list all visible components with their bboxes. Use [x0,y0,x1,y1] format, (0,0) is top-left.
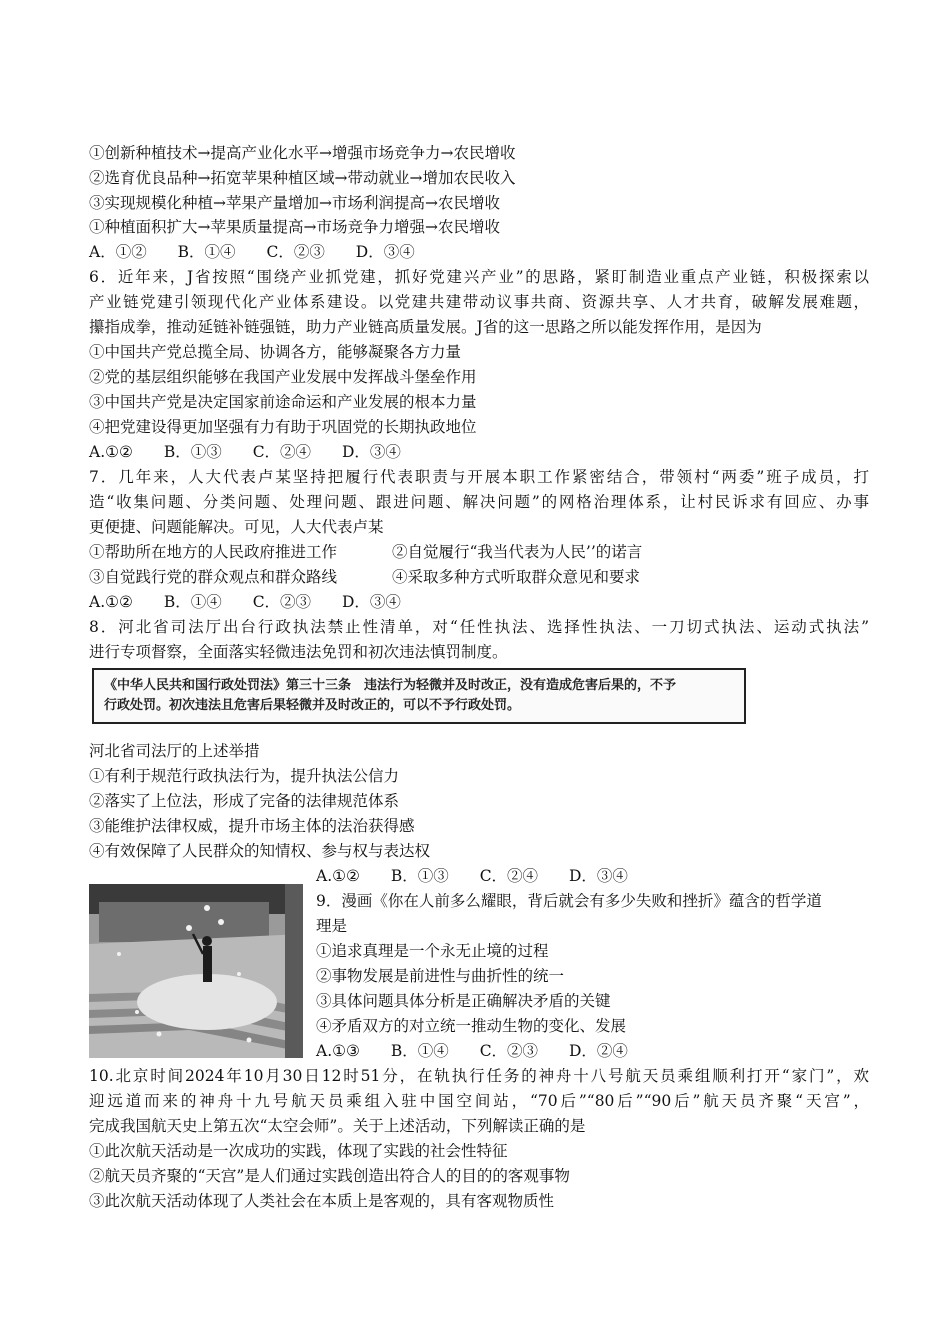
q7-answer-b: B．①④ [163,593,222,611]
q6-answer-b: B．①③ [163,443,222,461]
q5-answer-b: B．①④ [177,243,236,261]
q8-option-4: ④有效保障了人民群众的知情权、参与权与表达权 [89,842,431,860]
q5-option-3: ③实现规模化种植→苹果产量增加→市场利润提高→农民增收 [89,194,500,212]
q7-stem-line-3: 更便捷、问题能解决。可见，人大代表卢某 [89,518,384,536]
q5-option-4: ①种植面积扩大→苹果质量提高→市场竞争力增强→农民增收 [89,218,500,236]
q6-answer-d: D．③④ [342,443,401,461]
q9-answer-c: C．②③ [479,1042,539,1060]
q8-answer-d: D．③④ [569,867,628,885]
q7-answer-a: A.①② [89,593,133,611]
q7-option-2: ②自觉履行“我当代表为人民’’的诺言 [392,543,643,561]
q5-answer-d: D．③④ [355,243,415,261]
q8-option-1: ①有利于规范行政执法行为，提升执法公信力 [89,767,400,785]
q9-answer-b: B．①④ [390,1042,449,1060]
q7-answer-row [89,592,401,612]
q6-answer-row [89,442,401,462]
q8-stem-line-1: 8．河北省司法厅出台行政执法禁止性清单，对“任性执法、选择性执法、一刀切式执法、运动式执法” [89,618,869,636]
q9-answer-a: A.①③ [316,1042,360,1060]
q6-option-3: ③中国共产党是决定国家前途命运和产业发展的根本力量 [89,393,477,411]
q9-option-4: ④矛盾双方的对立统一推动生物的变化、发展 [316,1017,627,1035]
q5-option-2: ②选育优良品种→拓宽苹果种植区域→带动就业→增加农民收入 [89,169,516,187]
q6-stem-line-1: 6．近年来，J省按照“围绕产业抓党建，抓好党建兴产业”的思路，紧盯制造业重点产业链，积极探索以 [89,268,869,286]
law-excerpt-box [92,668,746,724]
q8-answer-a: A.①② [316,867,360,885]
q9-option-2: ②事物发展是前进性与曲折性的统一 [316,967,565,985]
q10-stem-line-3: 完成我国航天史上第五次“太空会师”。关于上述活动，下列解读正确的是 [89,1117,586,1135]
q9-option-1: ①追求真理是一个永无止境的过程 [316,942,549,960]
cartoon-image [89,884,303,1058]
q5-answer-c: C．②③ [266,243,325,261]
q8-lead: 河北省司法厅的上述举措 [89,742,260,760]
q6-option-2: ②党的基层组织能够在我国产业发展中发挥战斗堡垒作用 [89,368,477,386]
q10-option-3: ③此次航天活动体现了人类社会在本质上是客观的，具有客观物质性 [89,1192,555,1210]
q8-stem-line-2: 进行专项督察，全面落实轻微违法免罚和初次违法慎罚制度。 [89,643,508,661]
q9-stem-line-2: 理是 [316,917,348,935]
q7-option-1: ①帮助所在地方的人民政府推进工作 [89,543,338,561]
q6-answer-c: C．②④ [252,443,312,461]
q9-option-3: ③具体问题具体分析是正确解决矛盾的关键 [316,992,611,1010]
q5-option-1: ①创新种植技术→提高产业化水平→增强市场竞争力→农民增收 [89,144,516,162]
q8-answer-row [316,866,628,886]
q8-option-2: ②落实了上位法，形成了完备的法律规范体系 [89,792,400,810]
q9-answer-row [316,1041,628,1061]
q10-option-2: ②航天员齐聚的“天宫”是人们通过实践创造出符合人的目的的客观事物 [89,1167,570,1185]
q7-option-3: ③自觉践行党的群众观点和群众路线 [89,568,338,586]
q6-option-4: ④把党建设得更加坚强有力有助于巩固党的长期执政地位 [89,418,477,436]
q5-answer-row [89,242,415,262]
q9-answer-d: D．②④ [569,1042,628,1060]
q7-stem-line-2: 造“收集问题、分类问题、处理问题、跟进问题、解决问题”的网格治理体系，让村民诉求有回应、办事 [89,493,869,511]
q10-stem-line-1: 10.北京时间2024年10月30日12时51分，在轨执行任务的神舟十八号航天员乘组顺利打开“家门”，欢 [89,1067,869,1085]
q7-option-4: ④采取多种方式听取群众意见和要求 [392,568,641,586]
q10-stem-line-2: 迎远道而来的神舟十九号航天员乘组入驻中国空间站，“70后”“80后”“90后”航天员齐聚“天宫”， [89,1092,869,1110]
law-excerpt-line-1: 《中华人民共和国行政处罚法》第三十三条 违法行为轻微并及时改正，没有造成危害后果的，不予 [104,678,677,693]
cartoon-illustration [89,884,303,1058]
q9-stem-line-1: 9．漫画《你在人前多么耀眼，背后就会有多少失败和挫折》蕴含的哲学道 [316,892,822,910]
q10-option-1: ①此次航天活动是一次成功的实践，体现了实践的社会性特征 [89,1142,508,1160]
q7-stem-line-1: 7．几年来，人大代表卢某坚持把履行代表职责与开展本职工作紧密结合，带领村“两委”班子成员，打 [89,468,869,486]
q6-answer-a: A.①② [89,443,133,461]
q6-stem-line-2: 产业链党建引领现代化产业体系建设。以党建共建带动议事共商、资源共享、人才共育，破解发展难题， [89,293,869,311]
law-excerpt-line-2: 行政处罚。初次违法且危害后果轻微并及时改正的，可以不予行政处罚。 [104,698,521,713]
q5-answer-a: A．①② [89,243,147,261]
q8-option-3: ③能维护法律权威，提升市场主体的法治获得感 [89,817,415,835]
q6-stem-line-3: 攥指成拳，推动延链补链强链，助力产业链高质量发展。J省的这一思路之所以能发挥作用，是因为 [89,318,762,336]
q7-answer-c: C．②③ [252,593,312,611]
q6-option-1: ①中国共产党总揽全局、协调各方，能够凝聚各方力量 [89,343,462,361]
q8-answer-b: B．①③ [390,867,449,885]
q7-answer-d: D．③④ [342,593,401,611]
q8-answer-c: C．②④ [479,867,539,885]
